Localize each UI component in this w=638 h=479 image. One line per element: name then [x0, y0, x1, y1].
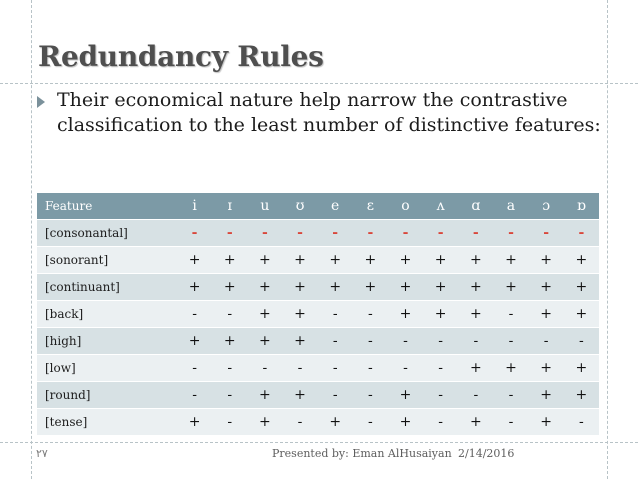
- table-header-row: [37, 193, 599, 220]
- feature-value-cell: -: [212, 355, 247, 382]
- table-header-vowel: u: [247, 193, 282, 220]
- feature-label: [tense]: [37, 409, 177, 436]
- feature-value-cell: +: [423, 247, 458, 274]
- table-header-vowel: a: [493, 193, 528, 220]
- feature-value-cell: -: [529, 328, 564, 355]
- feature-value-cell: +: [353, 247, 388, 274]
- feature-value-cell: +: [353, 274, 388, 301]
- feature-value-cell: -: [388, 220, 423, 247]
- feature-value-cell: -: [318, 382, 353, 409]
- feature-value-cell: +: [388, 247, 423, 274]
- table-header-vowel: i: [177, 193, 212, 220]
- feature-value-cell: +: [529, 247, 564, 274]
- feature-value-cell: +: [282, 274, 317, 301]
- feature-value-cell: +: [564, 274, 599, 301]
- feature-value-cell: +: [247, 247, 282, 274]
- feature-value-cell: -: [247, 355, 282, 382]
- feature-value-cell: +: [388, 382, 423, 409]
- feature-value-cell: -: [493, 220, 528, 247]
- feature-value-cell: +: [282, 328, 317, 355]
- feature-value-cell: -: [423, 382, 458, 409]
- feature-value-cell: +: [212, 247, 247, 274]
- feature-value-cell: -: [493, 382, 528, 409]
- feature-value-cell: -: [177, 301, 212, 328]
- feature-value-cell: +: [247, 382, 282, 409]
- feature-value-cell: +: [458, 247, 493, 274]
- table-header-vowel: ɑ: [458, 193, 493, 220]
- table-header-vowel: e: [318, 193, 353, 220]
- feature-value-cell: -: [564, 220, 599, 247]
- feature-value-cell: +: [493, 247, 528, 274]
- feature-value-cell: -: [353, 220, 388, 247]
- feature-value-cell: -: [493, 328, 528, 355]
- feature-label: [sonorant]: [37, 247, 177, 274]
- feature-value-cell: -: [318, 355, 353, 382]
- feature-value-cell: -: [388, 328, 423, 355]
- table-header-vowel: ʊ: [282, 193, 317, 220]
- feature-value-cell: +: [282, 301, 317, 328]
- feature-value-cell: +: [529, 382, 564, 409]
- feature-value-cell: +: [529, 301, 564, 328]
- feature-value-cell: -: [177, 355, 212, 382]
- feature-value-cell: +: [458, 355, 493, 382]
- feature-value-cell: +: [423, 274, 458, 301]
- feature-value-cell: -: [458, 328, 493, 355]
- feature-value-cell: -: [423, 409, 458, 436]
- feature-value-cell: -: [177, 382, 212, 409]
- feature-value-cell: -: [177, 220, 212, 247]
- feature-value-cell: -: [318, 220, 353, 247]
- feature-value-cell: -: [564, 328, 599, 355]
- feature-value-cell: -: [423, 355, 458, 382]
- feature-value-cell: +: [388, 274, 423, 301]
- table-row: [37, 328, 599, 355]
- feature-value-cell: -: [212, 301, 247, 328]
- feature-value-cell: -: [458, 382, 493, 409]
- feature-value-cell: -: [353, 409, 388, 436]
- feature-value-cell: -: [318, 328, 353, 355]
- table-header-vowel: ɛ: [353, 193, 388, 220]
- presenter-credit: Presented by: Eman AlHusaiyan: [272, 447, 452, 460]
- feature-value-cell: +: [247, 301, 282, 328]
- feature-value-cell: +: [458, 274, 493, 301]
- feature-value-cell: +: [247, 409, 282, 436]
- table-header-vowel: o: [388, 193, 423, 220]
- feature-value-cell: +: [177, 247, 212, 274]
- feature-label: [low]: [37, 355, 177, 382]
- feature-value-cell: -: [493, 409, 528, 436]
- feature-value-cell: +: [458, 301, 493, 328]
- feature-value-cell: -: [318, 301, 353, 328]
- feature-value-cell: -: [212, 220, 247, 247]
- table-header-feature: Feature: [37, 193, 177, 220]
- feature-value-cell: +: [388, 409, 423, 436]
- feature-value-cell: +: [318, 247, 353, 274]
- table-header-vowel: ɒ: [564, 193, 599, 220]
- feature-value-cell: -: [458, 220, 493, 247]
- table-header-vowel: ʌ: [423, 193, 458, 220]
- feature-value-cell: -: [282, 409, 317, 436]
- feature-value-cell: +: [177, 274, 212, 301]
- feature-value-cell: +: [282, 382, 317, 409]
- slide-title: Redundancy Rules: [38, 40, 324, 73]
- feature-table: [37, 193, 599, 436]
- feature-value-cell: -: [353, 382, 388, 409]
- feature-value-cell: -: [212, 409, 247, 436]
- feature-value-cell: +: [318, 274, 353, 301]
- feature-label: [continuant]: [37, 274, 177, 301]
- feature-value-cell: -: [353, 301, 388, 328]
- feature-value-cell: +: [423, 301, 458, 328]
- feature-label: [consonantal]: [37, 220, 177, 247]
- feature-value-cell: -: [247, 220, 282, 247]
- feature-value-cell: -: [353, 355, 388, 382]
- table-row: [37, 382, 599, 409]
- feature-value-cell: +: [529, 355, 564, 382]
- feature-label: [round]: [37, 382, 177, 409]
- footer-divider: [0, 442, 638, 443]
- feature-value-cell: +: [247, 274, 282, 301]
- feature-value-cell: -: [212, 382, 247, 409]
- feature-value-cell: +: [564, 382, 599, 409]
- feature-value-cell: -: [282, 355, 317, 382]
- feature-value-cell: -: [423, 220, 458, 247]
- page-number: ٢٧: [36, 447, 48, 460]
- feature-value-cell: +: [564, 301, 599, 328]
- feature-value-cell: +: [564, 247, 599, 274]
- table-row: [37, 409, 599, 436]
- feature-value-cell: +: [529, 409, 564, 436]
- feature-value-cell: +: [282, 247, 317, 274]
- feature-value-cell: +: [212, 274, 247, 301]
- left-guide-line: [31, 0, 32, 479]
- feature-value-cell: -: [423, 328, 458, 355]
- feature-value-cell: +: [247, 328, 282, 355]
- table-header-vowel: ɪ: [212, 193, 247, 220]
- table-row: [37, 247, 599, 274]
- table-header-vowel: ɔ: [529, 193, 564, 220]
- feature-value-cell: +: [493, 274, 528, 301]
- feature-value-cell: -: [353, 328, 388, 355]
- table-row: [37, 274, 599, 301]
- bullet-text: Their economical nature help narrow the contrastive classification to the least number of distinctive features:: [57, 89, 601, 136]
- feature-value-cell: +: [388, 301, 423, 328]
- title-divider: [0, 83, 638, 84]
- slide-date: 2/14/2016: [458, 447, 515, 460]
- feature-value-cell: -: [529, 220, 564, 247]
- right-guide-line: [607, 0, 608, 479]
- feature-value-cell: +: [177, 409, 212, 436]
- feature-value-cell: -: [493, 301, 528, 328]
- feature-value-cell: -: [282, 220, 317, 247]
- feature-value-cell: +: [493, 355, 528, 382]
- feature-value-cell: +: [212, 328, 247, 355]
- feature-value-cell: +: [177, 328, 212, 355]
- feature-value-cell: +: [318, 409, 353, 436]
- table-row: [37, 220, 599, 247]
- feature-label: [high]: [37, 328, 177, 355]
- table-row: [37, 355, 599, 382]
- feature-value-cell: +: [564, 355, 599, 382]
- feature-value-cell: -: [388, 355, 423, 382]
- feature-label: [back]: [37, 301, 177, 328]
- table-row: [37, 301, 599, 328]
- feature-value-cell: +: [458, 409, 493, 436]
- feature-value-cell: +: [529, 274, 564, 301]
- bullet-triangle-icon: [37, 96, 45, 108]
- feature-value-cell: -: [564, 409, 599, 436]
